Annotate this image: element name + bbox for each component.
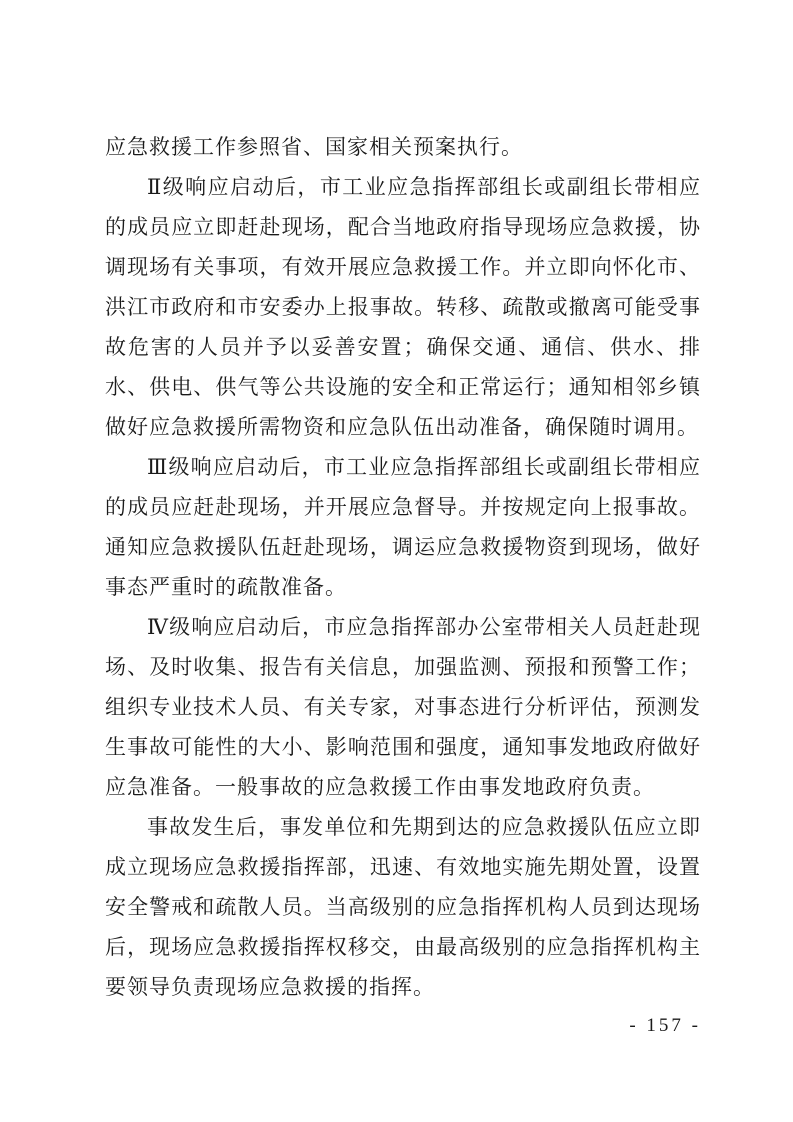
page-number: - 157 - <box>629 1015 701 1036</box>
paragraph-onsite-command: 事故发生后，事发单位和先期到达的应急救援队伍应立即成立现场应急救援指挥部，迅速、有效地实施先期处置，设置安全警戒和疏散人员。当高级别的应急指挥机构人员到达现场后，现场应急救援指挥权移交，由最高级别的应急指挥机构主要领导负责现场应急救援的指挥。 <box>105 815 701 999</box>
document-page <box>105 127 701 1039</box>
paragraph-level-2-response: Ⅱ级响应启动后，市工业应急指挥部组长或副组长带相应的成员应立即赶赴现场，配合当地政府指导现场应急救援，协调现场有关事项，有效开展应急救援工作。并立即向怀化市、洪江市政府和市安委办上报事故。转移、疏散或撤离可能受事故危害的人员并予以妥善安置；确保交通、通信、供水、排水、供电、供气等公共设施的安全和正常运行；通知相邻乡镇做好应急救援所需物资和应急队伍出动准备，确保随时调用。 <box>105 175 701 439</box>
paragraph-level-4-response: Ⅳ级响应启动后，市应急指挥部办公室带相关人员赶赴现场、及时收集、报告有关信息，加强监测、预报和预警工作；组织专业技术人员、有关专家，对事态进行分析评估，预测发生事故可能性的大小、影响范围和强度，通知事发地政府做好应急准备。一般事故的应急救援工作由事发地政府负责。 <box>105 615 701 799</box>
paragraph-continuation: 应急救援工作参照省、国家相关预案执行。 <box>105 135 523 159</box>
paragraph-level-3-response: Ⅲ级响应启动后，市工业应急指挥部组长或副组长带相应的成员应赶赴现场，并开展应急督导。并按规定向上报事故。通知应急救援队伍赶赴现场，调运应急救援物资到现场，做好事态严重时的疏散准备。 <box>105 455 701 599</box>
